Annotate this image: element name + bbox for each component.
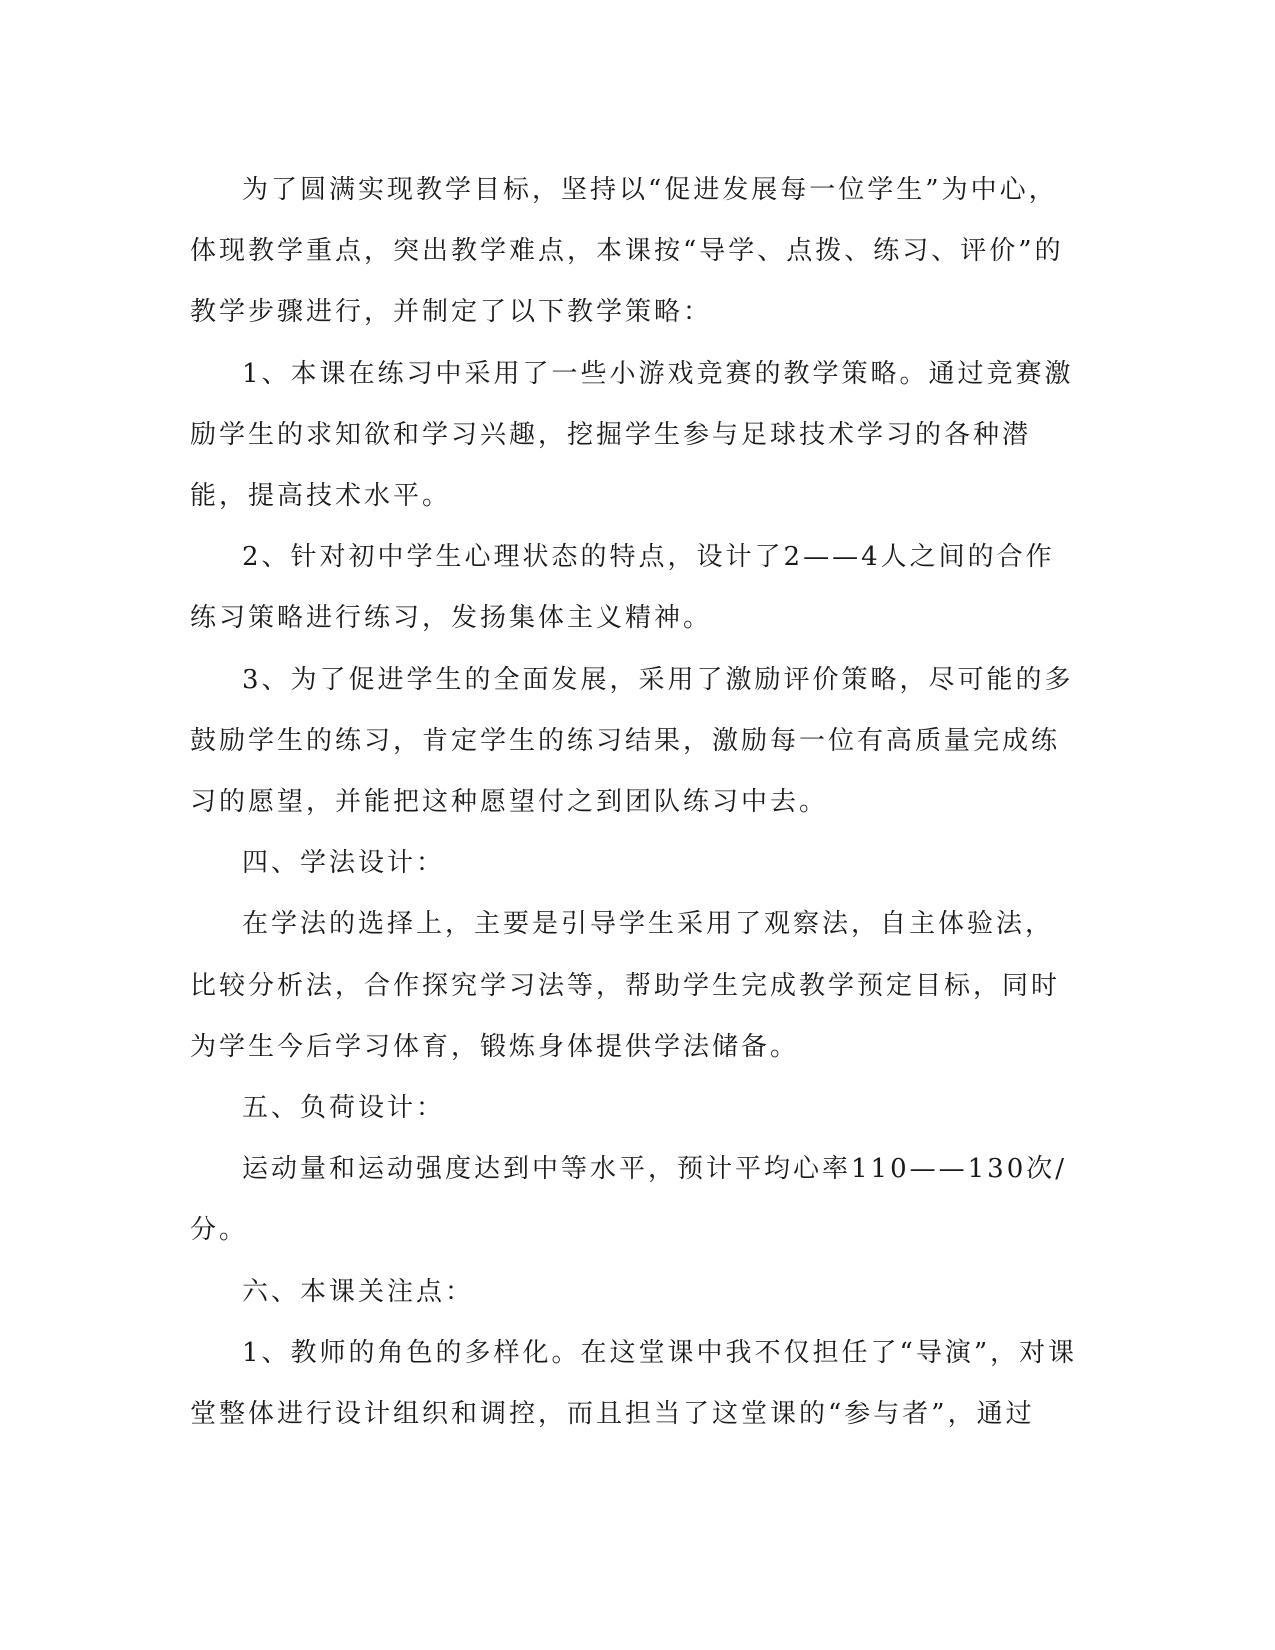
document-body (190, 160, 1080, 1445)
paragraph-teacher-role: 1、教师的角色的多样化。在这堂课中我不仅担任了“导演”，对课堂整体进行设计组织和调控，而且担当了这堂课的“参与者”，通过 (190, 1337, 1078, 1430)
paragraph-strategy-evaluation: 3、为了促进学生的全面发展，采用了激励评价策略，尽可能的多鼓励学生的练习，肯定学生的练习结果，激励每一位有高质量完成练习的愿望，并能把这种愿望付之到团队练习中去。 (190, 664, 1074, 818)
paragraph-strategy-cooperation: 2、针对初中学生心理状态的特点，设计了2——4人之间的合作练习策略进行练习，发扬集体主义精神。 (190, 542, 1055, 634)
paragraph-strategy-games: 1、本课在练习中采用了一些小游戏竞赛的教学策略。通过竞赛激励学生的求知欲和学习兴趣，挖掘学生参与足球技术学习的各种潜能，提高技术水平。 (190, 358, 1074, 512)
heading-learning-method-design: 四、学法设计： (242, 848, 446, 879)
heading-lesson-focus: 六、本课关注点： (242, 1276, 475, 1307)
paragraph-learning-method: 在学法的选择上，主要是引导学生采用了观察法，自主体验法，比较分析法，合作探究学习法等，帮助学生完成教学预定目标，同时为学生今后学习体育，锻炼身体提供学法储备。 (190, 909, 1061, 1062)
paragraph-load-design: 运动量和运动强度达到中等水平，预计平均心率110——130次/分。 (190, 1154, 1068, 1246)
heading-load-design: 五、负荷设计： (242, 1093, 446, 1124)
paragraph-teaching-goal-intro: 为了圆满实现教学目标，坚持以“促进发展每一位学生”为中心，体现教学重点，突出教学难点，本课按“导学、点拨、练习、评价”的教学步骤进行，并制定了以下教学策略： (190, 175, 1064, 328)
